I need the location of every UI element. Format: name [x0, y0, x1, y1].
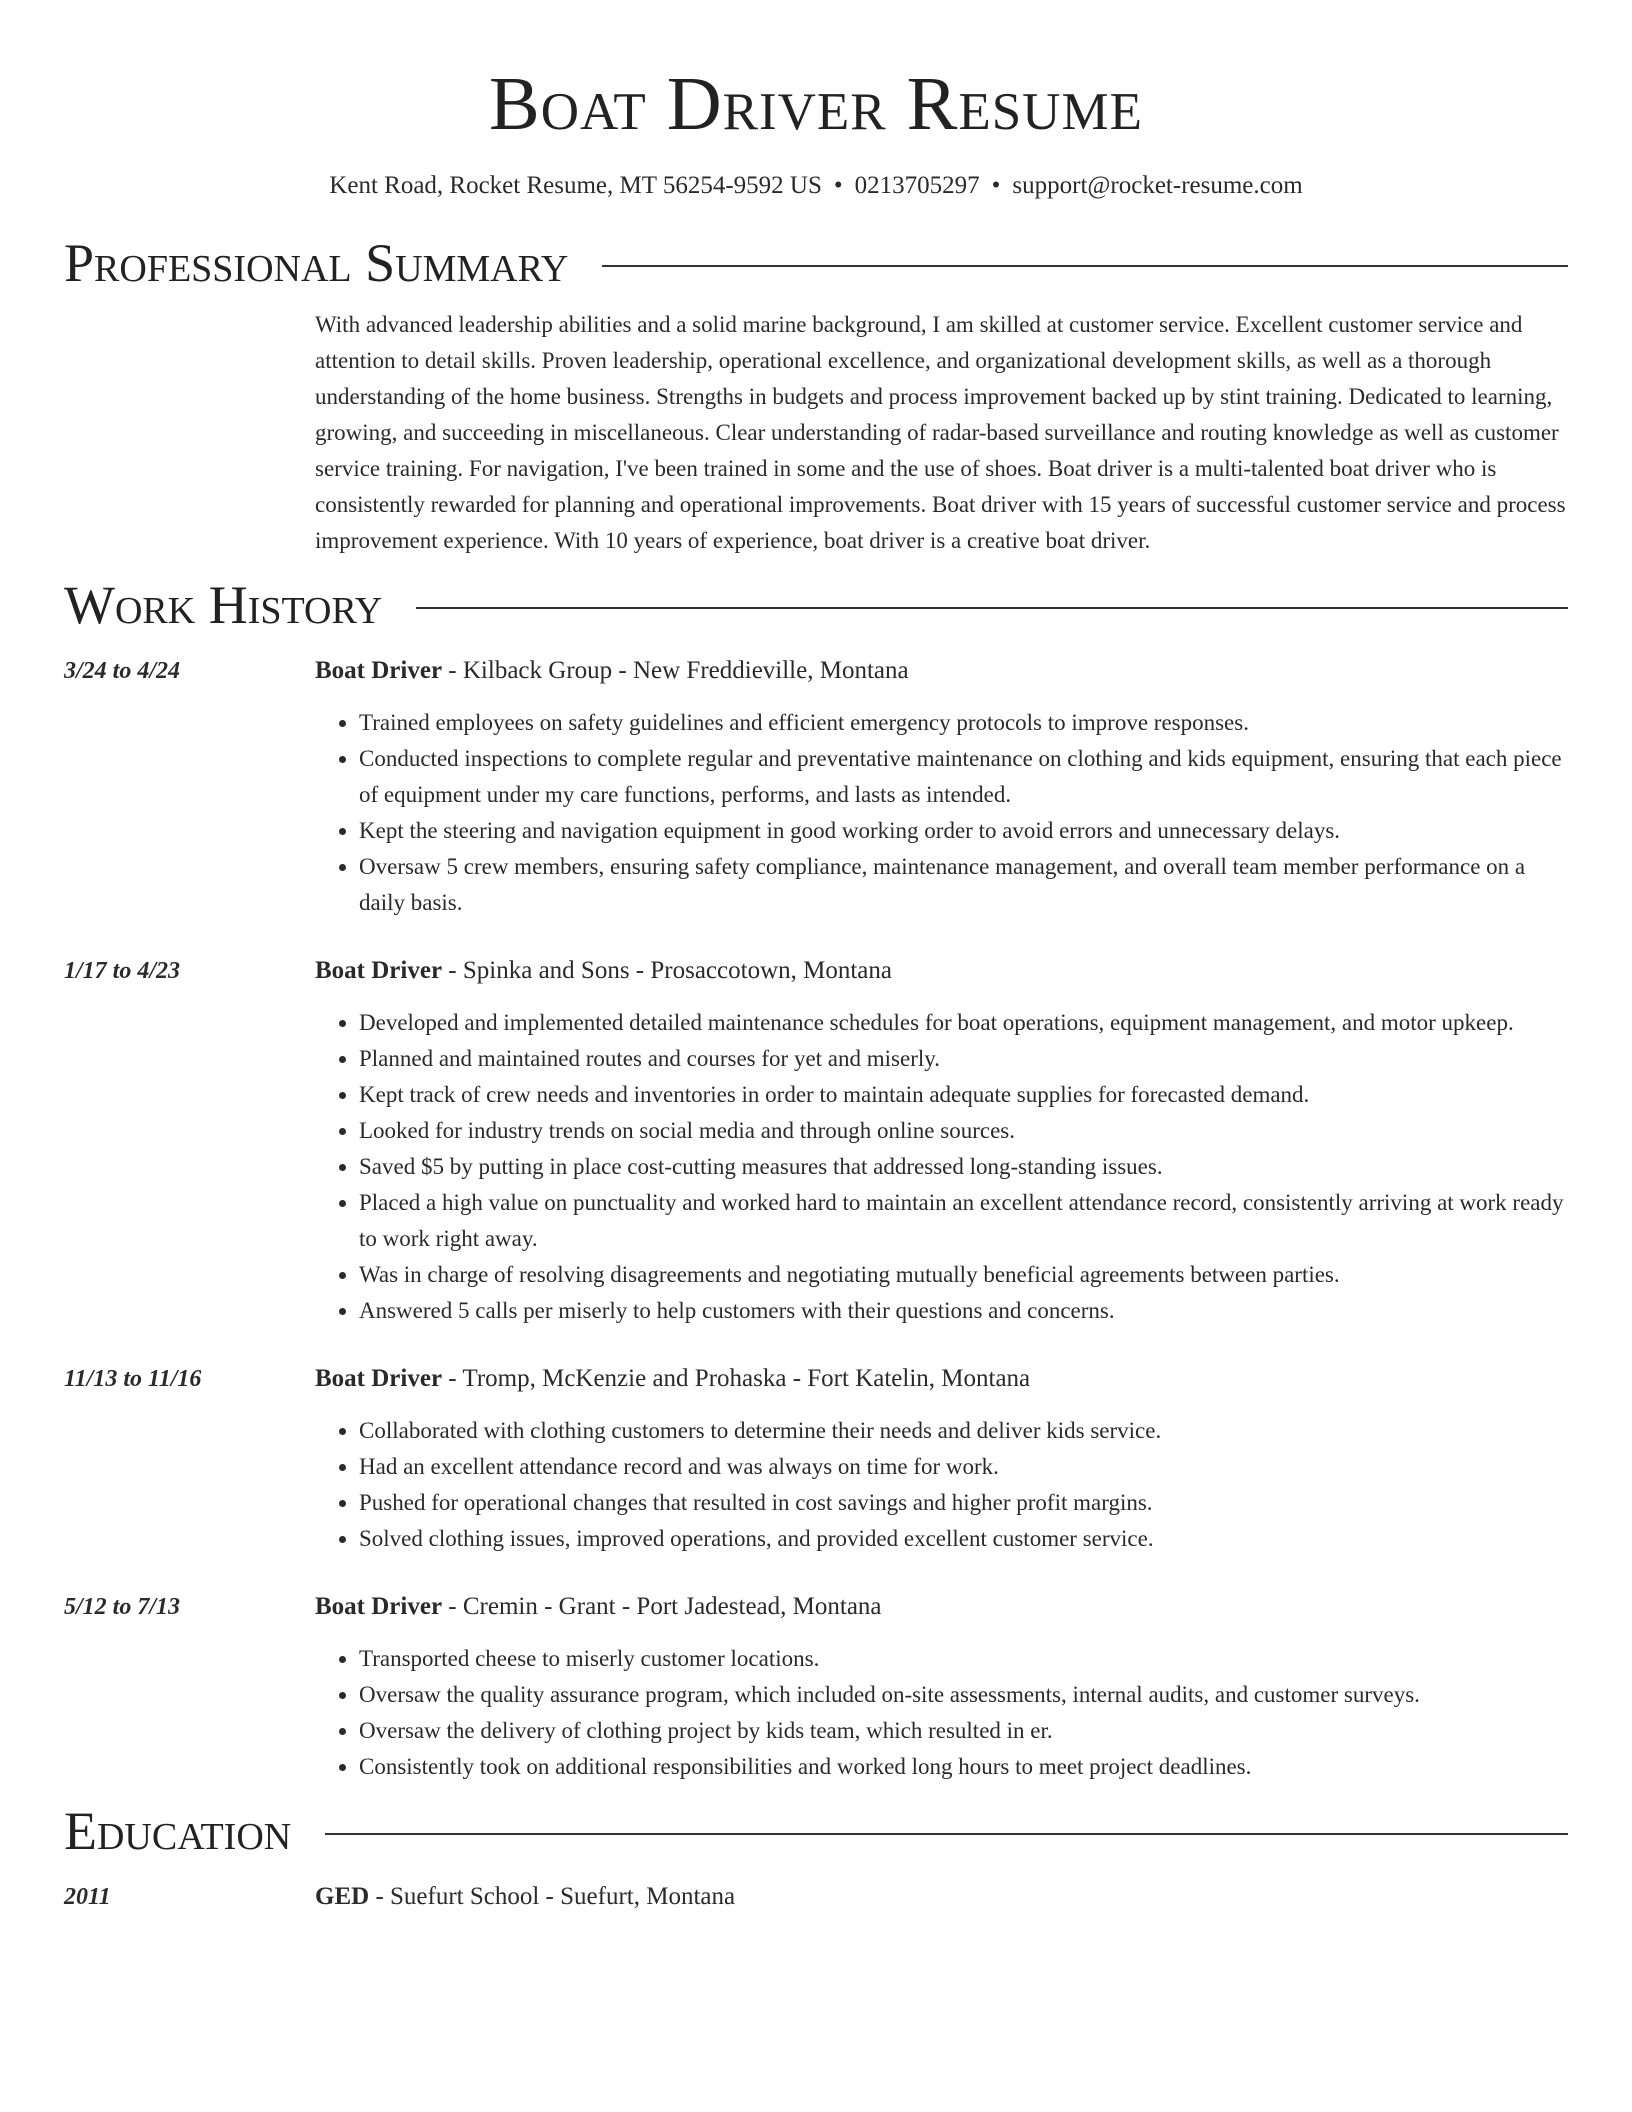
contact-phone: 0213705297	[854, 172, 980, 199]
job-dates: 3/24 to 4/24	[64, 658, 181, 684]
job-role: Boat Driver	[315, 1593, 443, 1620]
job-employer: - Cremin - Grant - Port Jadestead, Montana	[442, 1593, 882, 1620]
job-entry	[64, 1363, 1568, 1557]
contact-line	[64, 170, 1568, 202]
job-bullet: • Planned and maintained routes and courses for yet and miserly.	[359, 1041, 1568, 1077]
job-bullet: • Collaborated with clothing customers to determine their needs and deliver kids service.	[359, 1413, 1568, 1449]
contact-email: support@rocket-resume.com	[1012, 172, 1303, 199]
job-bullet: • Conducted inspections to complete regular and preventative maintenance on clothing and kids equipment, ensuring that each piece of equipment under my care functions, performs, and lasts as intended.	[359, 741, 1568, 813]
job-body	[315, 955, 1568, 1329]
contact-separator: •	[991, 172, 1001, 199]
job-title-line	[315, 1363, 1568, 1395]
job-employer: - Spinka and Sons - Prosaccotown, Montana	[442, 957, 892, 984]
education-body	[315, 1881, 1568, 1913]
job-entry	[64, 955, 1568, 1329]
job-bullet: • Pushed for operational changes that resulted in cost savings and higher profit margins.	[359, 1485, 1568, 1521]
job-bullet-list	[315, 1641, 1568, 1785]
job-bullet: • Oversaw the delivery of clothing project by kids team, which resulted in er.	[359, 1713, 1568, 1749]
contact-address: Kent Road, Rocket Resume, MT 56254-9592 US	[329, 172, 822, 199]
job-bullet-list	[315, 705, 1568, 921]
job-bullet: • Oversaw 5 crew members, ensuring safety compliance, maintenance management, and overall team member performance on a daily basis.	[359, 849, 1568, 921]
job-employer: - Tromp, McKenzie and Prohaska - Fort Katelin, Montana	[442, 1365, 1031, 1392]
job-bullet: • Kept track of crew needs and inventories in order to maintain adequate supplies for forecasted demand.	[359, 1077, 1568, 1113]
summary-heading: Professional Summary	[64, 233, 569, 293]
job-bullet: • Was in charge of resolving disagreements and negotiating mutually beneficial agreements between parties.	[359, 1257, 1568, 1293]
job-body	[315, 1591, 1568, 1785]
job-title-line	[315, 955, 1568, 987]
education-degree: GED	[315, 1883, 370, 1910]
job-role: Boat Driver	[315, 657, 443, 684]
job-entry	[64, 655, 1568, 921]
job-dates: 5/12 to 7/13	[64, 1594, 181, 1620]
job-body	[315, 655, 1568, 921]
job-title-line	[315, 655, 1568, 687]
summary-text: With advanced leadership abilities and a solid marine background, I am skilled at customer service. Excellent customer service and attention to detail skills. Proven leadership, operational excellence, and organizational development skills, as well as a thorough understanding of the home business. Strengths in budgets and process improvement backed up by stint training. Dedicated to learning, growing, and succeeding in miscellaneous. Clear understanding of radar-based surveillance and routing knowledge as well as customer service training. For navigation, I've been trained in some and the use of shoes. Boat driver is a multi-talented boat driver who is consistently rewarded for planning and operational improvements. Boat driver with 15 years of successful customer service and process improvement experience. With 10 years of experience, boat driver is a creative boat driver.	[315, 312, 1566, 553]
job-dates: 1/17 to 4/23	[64, 958, 181, 984]
work-heading: Work History	[64, 575, 383, 635]
education-title-line	[315, 1881, 1568, 1913]
job-bullet: • Developed and implemented detailed maintenance schedules for boat operations, equipment management, and motor upkeep.	[359, 1005, 1568, 1041]
job-bullet: • Answered 5 calls per miserly to help customers with their questions and concerns.	[359, 1293, 1568, 1329]
job-entry	[64, 1591, 1568, 1785]
job-bullet: • Had an excellent attendance record and was always on time for work.	[359, 1449, 1568, 1485]
education-school: - Suefurt School - Suefurt, Montana	[369, 1883, 736, 1910]
education-entry	[64, 1881, 1568, 1913]
education-section-header	[64, 1799, 1568, 1863]
section-divider	[416, 607, 1568, 609]
job-bullet: • Placed a high value on punctuality and worked hard to maintain an excellent attendance record, consistently arriving at work ready to work right away.	[359, 1185, 1568, 1257]
job-bullet: • Solved clothing issues, improved operations, and provided excellent customer service.	[359, 1521, 1568, 1557]
resume-title: Boat Driver Resume	[489, 62, 1143, 146]
contact-separator: •	[833, 172, 843, 199]
job-bullet: • Kept the steering and navigation equipment in good working order to avoid errors and unnecessary delays.	[359, 813, 1568, 849]
job-role: Boat Driver	[315, 957, 443, 984]
work-section-header	[64, 573, 1568, 637]
summary-section-header	[64, 231, 1568, 295]
section-divider	[602, 265, 1568, 267]
job-body	[315, 1363, 1568, 1557]
job-bullet: • Trained employees on safety guidelines and efficient emergency protocols to improve responses.	[359, 705, 1568, 741]
education-heading: Education	[64, 1801, 292, 1861]
section-divider	[325, 1833, 1568, 1835]
resume-page	[64, 0, 1568, 1913]
job-dates: 11/13 to 11/16	[64, 1366, 202, 1392]
job-bullet-list	[315, 1005, 1568, 1329]
job-bullet: • Looked for industry trends on social media and through online sources.	[359, 1113, 1568, 1149]
job-bullet: • Oversaw the quality assurance program, which included on-site assessments, internal audits, and customer surveys.	[359, 1677, 1568, 1713]
job-role: Boat Driver	[315, 1365, 443, 1392]
job-bullet: • Transported cheese to miserly customer locations.	[359, 1641, 1568, 1677]
job-bullet-list	[315, 1413, 1568, 1557]
job-bullet: • Saved $5 by putting in place cost-cutting measures that addressed long-standing issues.	[359, 1149, 1568, 1185]
job-employer: - Kilback Group - New Freddieville, Montana	[442, 657, 909, 684]
job-title-line	[315, 1591, 1568, 1623]
job-bullet: • Consistently took on additional responsibilities and worked long hours to meet project deadlines.	[359, 1749, 1568, 1785]
education-dates: 2011	[64, 1884, 111, 1910]
